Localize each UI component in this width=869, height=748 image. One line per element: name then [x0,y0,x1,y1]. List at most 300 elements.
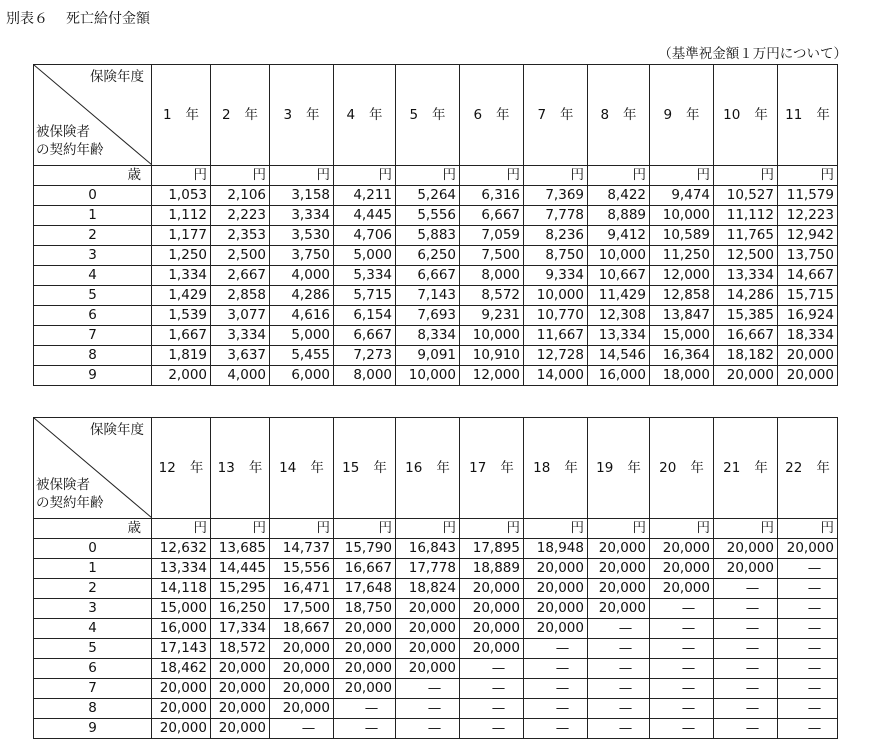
amount-cell: 3,750 [270,246,334,266]
year-header [460,65,524,166]
year-suffix: 年 [690,459,704,476]
amount-cell: — [650,599,714,619]
table-row [34,679,838,699]
table-row [34,599,838,619]
amount-cell: 20,000 [334,679,396,699]
amount-cell: — [524,699,588,719]
amount-cell: — [396,679,460,699]
year-header [524,65,588,166]
year-number: 20 [659,459,677,476]
year-header [588,65,650,166]
amount-cell: — [588,659,650,679]
amount-cell: 14,286 [714,286,778,306]
amount-cell: — [270,719,334,739]
amount-cell: 17,143 [152,639,211,659]
age-cell: 5 [34,286,152,306]
amount-cell: 20,000 [524,559,588,579]
amount-cell: — [650,699,714,719]
table-row [34,186,838,206]
amount-cell: 6,000 [270,366,334,386]
amount-cell: 8,889 [588,206,650,226]
year-number: 10 [723,106,741,123]
amount-cell: 18,667 [270,619,334,639]
amount-cell: 12,000 [650,266,714,286]
amount-cell: 11,765 [714,226,778,246]
amount-cell: 10,000 [396,366,460,386]
yen-unit: 円 [460,166,524,186]
age-unit: 歳 [34,166,152,186]
amount-cell: 7,500 [460,246,524,266]
amount-cell: — [396,699,460,719]
contract-age-label [36,476,104,512]
amount-cell: — [460,699,524,719]
amount-cell: 5,264 [396,186,460,206]
amount-cell: 16,667 [334,559,396,579]
amount-cell: — [778,679,838,699]
amount-cell: 18,182 [714,346,778,366]
amount-cell: 20,000 [460,579,524,599]
amount-cell: 20,000 [270,639,334,659]
amount-cell: 8,000 [334,366,396,386]
table-row [34,619,838,639]
year-header [270,418,334,519]
year-header [396,418,460,519]
amount-cell: 4,000 [211,366,270,386]
amount-cell: 6,250 [396,246,460,266]
amount-cell: 20,000 [334,659,396,679]
year-number: 8 [600,106,610,123]
amount-cell: 20,000 [396,639,460,659]
amount-cell: 18,889 [460,559,524,579]
amount-cell: 20,000 [588,579,650,599]
table-row [34,639,838,659]
age-cell: 1 [34,206,152,226]
age-cell: 8 [34,346,152,366]
year-suffix: 年 [373,459,387,476]
year-header [334,65,396,166]
yen-unit: 円 [396,166,460,186]
amount-cell: 8,422 [588,186,650,206]
age-cell: 4 [34,266,152,286]
amount-cell: — [588,679,650,699]
amount-cell: — [396,719,460,739]
age-cell: 3 [34,599,152,619]
table-row [34,286,838,306]
table-number: 別表６ [6,11,48,27]
table-row [34,366,838,386]
yen-unit: 円 [152,519,211,539]
amount-cell: — [334,699,396,719]
amount-cell: 20,000 [270,659,334,679]
amount-cell: — [714,639,778,659]
amount-cell: 2,500 [211,246,270,266]
year-suffix: 年 [306,106,320,123]
amount-cell: 20,000 [460,639,524,659]
amount-cell: — [588,619,650,639]
year-header [650,65,714,166]
policy-year-label: 保険年度 [90,422,144,438]
amount-cell: — [460,659,524,679]
table-row [34,326,838,346]
age-cell: 5 [34,639,152,659]
year-header [714,418,778,519]
amount-cell: 20,000 [334,639,396,659]
amount-cell: 4,000 [270,266,334,286]
amount-cell: 20,000 [588,539,650,559]
amount-cell: 2,106 [211,186,270,206]
amount-cell: 1,177 [152,226,211,246]
amount-cell: 2,000 [152,366,211,386]
amount-cell: 5,000 [334,246,396,266]
yen-unit: 円 [524,166,588,186]
amount-cell: 13,750 [778,246,838,266]
amount-cell: 6,154 [334,306,396,326]
amount-cell: 20,000 [152,719,211,739]
amount-cell: 16,924 [778,306,838,326]
amount-cell: 20,000 [211,699,270,719]
amount-cell: 20,000 [396,599,460,619]
year-number: 7 [537,106,547,123]
amount-cell: 12,858 [650,286,714,306]
amount-cell: 20,000 [270,699,334,719]
yen-unit: 円 [650,166,714,186]
year-number: 18 [533,459,551,476]
year-suffix: 年 [310,459,324,476]
amount-cell: 6,667 [460,206,524,226]
yen-unit: 円 [650,519,714,539]
amount-cell: — [588,699,650,719]
amount-cell: 1,429 [152,286,211,306]
amount-cell: 4,616 [270,306,334,326]
amount-cell: 16,364 [650,346,714,366]
amount-cell: 7,693 [396,306,460,326]
amount-cell: 12,942 [778,226,838,246]
yen-unit: 円 [714,519,778,539]
yen-unit: 円 [714,166,778,186]
amount-cell: — [650,679,714,699]
amount-cell: 16,471 [270,579,334,599]
year-number: 3 [283,106,293,123]
amount-cell: 15,295 [211,579,270,599]
amount-cell: 18,334 [778,326,838,346]
amount-cell: 20,000 [778,366,838,386]
amount-cell: 18,948 [524,539,588,559]
year-header [588,418,650,519]
amount-cell: — [778,659,838,679]
amount-cell: 4,211 [334,186,396,206]
year-suffix: 年 [189,459,204,476]
amount-cell: 20,000 [460,599,524,619]
amount-cell: 12,000 [460,366,524,386]
table-row [34,266,838,286]
yen-unit: 円 [334,519,396,539]
amount-cell: 8,334 [396,326,460,346]
amount-cell: 11,667 [524,326,588,346]
amount-cell: 20,000 [152,679,211,699]
yen-unit: 円 [270,166,334,186]
year-number: 21 [723,459,741,476]
year-number: 5 [409,106,419,123]
year-suffix: 年 [185,106,200,123]
amount-cell: 8,572 [460,286,524,306]
age-cell: 3 [34,246,152,266]
amount-cell: — [778,719,838,739]
age-cell: 0 [34,186,152,206]
year-header [460,418,524,519]
year-suffix: 年 [432,106,446,123]
amount-cell: 14,118 [152,579,211,599]
amount-cell: 6,667 [396,266,460,286]
amount-cell: 10,770 [524,306,588,326]
amount-cell: 17,500 [270,599,334,619]
amount-cell: 10,000 [650,206,714,226]
year-suffix: 年 [754,106,768,123]
amount-cell: 15,385 [714,306,778,326]
yen-unit: 円 [211,166,270,186]
amount-cell: 1,334 [152,266,211,286]
year-suffix: 年 [564,459,578,476]
table-row [34,559,838,579]
year-suffix: 年 [496,106,510,123]
contract-age-label [36,123,104,159]
year-suffix: 年 [436,459,450,476]
yen-unit: 円 [778,166,838,186]
amount-cell: 8,236 [524,226,588,246]
amount-cell: 7,059 [460,226,524,246]
amount-cell: 20,000 [650,579,714,599]
amount-cell: 11,112 [714,206,778,226]
age-cell: 6 [34,306,152,326]
amount-cell: 7,143 [396,286,460,306]
amount-cell: 9,412 [588,226,650,246]
amount-cell: 17,334 [211,619,270,639]
amount-cell: — [778,639,838,659]
age-cell: 7 [34,326,152,346]
year-number: 19 [596,459,614,476]
year-suffix: 年 [686,106,700,123]
amount-cell: 15,000 [650,326,714,346]
amount-cell: 9,231 [460,306,524,326]
yen-unit: 円 [588,166,650,186]
year-header [152,65,211,166]
amount-cell: 20,000 [524,619,588,639]
amount-cell: — [778,699,838,719]
amount-cell: 14,737 [270,539,334,559]
death-benefit-table-years-1-11 [33,64,838,386]
age-cell: 1 [34,559,152,579]
year-suffix: 年 [369,106,383,123]
amount-cell: 15,556 [270,559,334,579]
amount-cell: 1,819 [152,346,211,366]
amount-cell: 17,648 [334,579,396,599]
amount-cell: 12,223 [778,206,838,226]
amount-cell: — [778,619,838,639]
basis-note: （基準祝金額１万円について） [658,46,847,62]
age-cell: 8 [34,699,152,719]
amount-cell: 18,750 [334,599,396,619]
age-cell: 4 [34,619,152,639]
amount-cell: 3,530 [270,226,334,246]
table-row [34,659,838,679]
year-header [270,65,334,166]
amount-cell: 15,715 [778,286,838,306]
amount-cell: 20,000 [778,539,838,559]
amount-cell: — [778,599,838,619]
table-row [34,719,838,739]
amount-cell: 12,500 [714,246,778,266]
amount-cell: 3,334 [270,206,334,226]
age-cell: 2 [34,226,152,246]
yen-unit: 円 [270,519,334,539]
amount-cell: 20,000 [211,679,270,699]
amount-cell: 18,572 [211,639,270,659]
amount-cell: 8,750 [524,246,588,266]
contract-age-label-line1: 被保険者 [36,124,90,140]
year-number: 2 [221,106,231,123]
year-header [152,418,211,519]
amount-cell: 14,000 [524,366,588,386]
year-number: 12 [158,459,176,476]
amount-cell: — [524,639,588,659]
amount-cell: — [650,639,714,659]
amount-cell: 4,706 [334,226,396,246]
amount-cell: 5,883 [396,226,460,246]
amount-cell: 10,910 [460,346,524,366]
amount-cell: 5,000 [270,326,334,346]
amount-cell: 20,000 [778,346,838,366]
corner-cell [34,65,152,166]
amount-cell: 18,824 [396,579,460,599]
amount-cell: 20,000 [334,619,396,639]
amount-cell: 20,000 [524,579,588,599]
yen-unit: 円 [152,166,211,186]
amount-cell: 7,369 [524,186,588,206]
amount-cell: 3,637 [211,346,270,366]
yen-unit: 円 [334,166,396,186]
year-header [650,418,714,519]
yen-unit: 円 [396,519,460,539]
year-header [396,65,460,166]
amount-cell: 2,667 [211,266,270,286]
amount-cell: — [714,579,778,599]
table-row [34,226,838,246]
year-number: 11 [785,106,803,123]
amount-cell: 3,077 [211,306,270,326]
amount-cell: 2,353 [211,226,270,246]
age-unit: 歳 [34,519,152,539]
document-title [6,8,150,28]
year-header [211,65,270,166]
contract-age-label-line2: の契約年齢 [36,142,104,158]
amount-cell: 20,000 [588,559,650,579]
unit-row [34,166,838,186]
amount-cell: 20,000 [211,719,270,739]
amount-cell: 2,858 [211,286,270,306]
year-header [334,418,396,519]
amount-cell: — [650,659,714,679]
amount-cell: 20,000 [524,599,588,619]
amount-cell: 16,843 [396,539,460,559]
amount-cell: — [460,719,524,739]
amount-cell: — [650,619,714,639]
year-header [211,418,270,519]
amount-cell: 12,632 [152,539,211,559]
amount-cell: 5,556 [396,206,460,226]
year-number: 14 [279,459,297,476]
amount-cell: — [334,719,396,739]
amount-cell: — [778,559,838,579]
amount-cell: 20,000 [650,539,714,559]
year-number: 22 [785,459,803,476]
amount-cell: 11,429 [588,286,650,306]
amount-cell: 18,462 [152,659,211,679]
yen-unit: 円 [778,519,838,539]
year-header [778,418,838,519]
table-row [34,539,838,559]
header-row [34,418,838,519]
table-row [34,306,838,326]
amount-cell: 11,579 [778,186,838,206]
amount-cell: — [524,679,588,699]
age-cell: 9 [34,719,152,739]
amount-cell: 20,000 [588,599,650,619]
amount-cell: 10,000 [524,286,588,306]
amount-cell: 10,000 [460,326,524,346]
amount-cell: 2,223 [211,206,270,226]
amount-cell: 15,000 [152,599,211,619]
amount-cell: 5,334 [334,266,396,286]
amount-cell: 14,667 [778,266,838,286]
amount-cell: 7,778 [524,206,588,226]
amount-cell: 12,308 [588,306,650,326]
amount-cell: 20,000 [396,619,460,639]
year-number: 6 [473,106,483,123]
table-row [34,346,838,366]
amount-cell: — [524,659,588,679]
age-cell: 6 [34,659,152,679]
amount-cell: 11,250 [650,246,714,266]
death-benefit-table-years-12-22 [33,417,838,739]
year-number: 15 [342,459,360,476]
year-suffix: 年 [754,459,768,476]
amount-cell: 20,000 [714,366,778,386]
yen-unit: 円 [588,519,650,539]
amount-cell: — [714,619,778,639]
amount-cell: — [714,659,778,679]
amount-cell: 20,000 [714,559,778,579]
policy-year-label: 保険年度 [90,69,144,85]
amount-cell: 12,728 [524,346,588,366]
amount-cell: 3,334 [211,326,270,346]
contract-age-label-line2: の契約年齢 [36,495,104,511]
year-suffix: 年 [816,106,830,123]
amount-cell: 10,589 [650,226,714,246]
amount-cell: — [524,719,588,739]
amount-cell: 4,445 [334,206,396,226]
amount-cell: 1,539 [152,306,211,326]
age-cell: 7 [34,679,152,699]
amount-cell: 1,667 [152,326,211,346]
table-row [34,579,838,599]
amount-cell: — [460,679,524,699]
yen-unit: 円 [524,519,588,539]
amount-cell: 18,000 [650,366,714,386]
amount-cell: 5,455 [270,346,334,366]
contract-age-label-line1: 被保険者 [36,477,90,493]
amount-cell: 20,000 [650,559,714,579]
amount-cell: — [778,579,838,599]
amount-cell: — [650,719,714,739]
